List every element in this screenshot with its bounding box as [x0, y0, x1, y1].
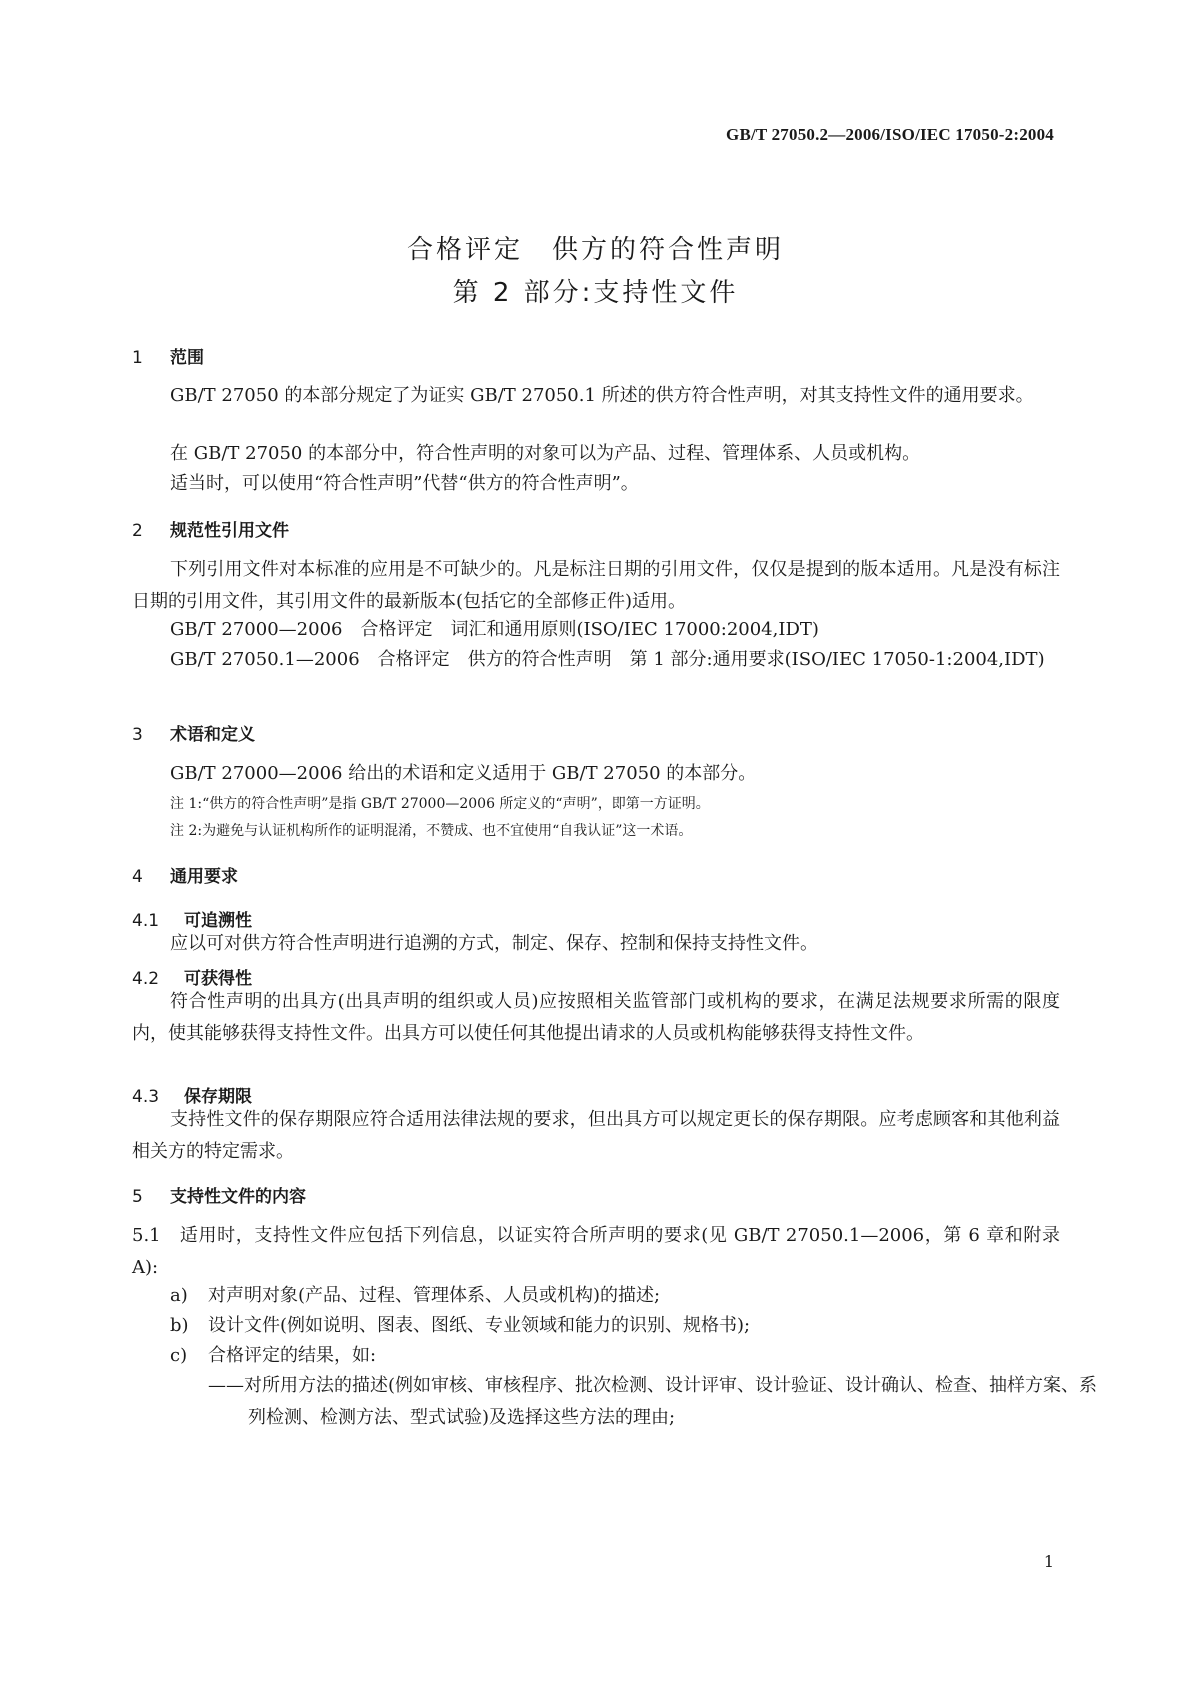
section-title: 可获得性: [184, 969, 252, 989]
reference-1: GB/T 27000—2006 合格评定 词汇和通用原则(ISO/IEC 17000:2004,IDT): [170, 619, 819, 640]
paragraph-5-1: 5.1 适用时，支持性文件应包括下列信息，以证实符合所声明的要求(见 GB/T 27050.1—2006，第 6 章和附录 A):: [132, 1225, 1060, 1278]
section-title: 范围: [170, 348, 204, 368]
note-1: 注 1:“供方的符合性声明”是指 GB/T 27000—2006 所定义的“声明”，即第一方证明。: [170, 796, 710, 812]
list-item-label: a): [170, 1285, 188, 1306]
section-title: 保存期限: [184, 1087, 252, 1107]
section-1-heading: [132, 343, 204, 368]
list-item-label: c): [170, 1345, 188, 1366]
list-item-text: 设计文件(例如说明、图表、图纸、专业领域和能力的识别、规格书);: [208, 1315, 751, 1336]
document-title-line2: 第 2 部分:支持性文件: [452, 278, 739, 308]
list-item: [170, 1340, 1060, 1372]
section-title: 可追溯性: [184, 911, 252, 931]
section-title: 术语和定义: [170, 725, 255, 745]
list-item-text: 合格评定的结果，如:: [208, 1345, 377, 1366]
paragraph: 符合性声明的出具方(出具声明的组织或人员)应按照相关监管部门或机构的要求，在满足法规要求所需的限度内，使其能够获得支持性文件。出具方可以使任何其他提出请求的人员或机构能够获得支持性文件。: [132, 991, 1060, 1044]
section-title: 规范性引用文件: [170, 521, 289, 541]
paragraph: 适当时，可以使用“符合性声明”代替“供方的符合性声明”。: [170, 473, 639, 494]
reference-2: GB/T 27050.1—2006 合格评定 供方的符合性声明 第 1 部分:通用要求(ISO/IEC 17050-1:2004,IDT): [170, 649, 1045, 670]
section-4-heading: [132, 862, 238, 887]
section-number: 4.2: [132, 969, 160, 989]
section-title: 支持性文件的内容: [170, 1187, 306, 1207]
list-item: [170, 1280, 1060, 1312]
list-item-text: 对声明对象(产品、过程、管理体系、人员或机构)的描述;: [208, 1285, 661, 1306]
section-3-heading: [132, 720, 255, 745]
note-2: 注 2:为避免与认证机构所作的证明混淆，不赞成、也不宜使用“自我认证”这一术语。: [170, 823, 693, 839]
section-number: 1: [132, 348, 143, 368]
paragraph: 在 GB/T 27050 的本部分中，符合性声明的对象可以为产品、过程、管理体系、人员或机构。: [170, 443, 921, 464]
page-number: 1: [1043, 1552, 1054, 1571]
section-number: 2: [132, 521, 143, 541]
section-number: 4.3: [132, 1087, 160, 1107]
section-2-heading: [132, 516, 289, 541]
paragraph: GB/T 27000—2006 给出的术语和定义适用于 GB/T 27050 的本部分。: [170, 763, 757, 784]
section-5-heading: [132, 1182, 306, 1207]
standard-number-header: GB/T 27050.2—2006/ISO/IEC 17050-2:2004: [726, 125, 1054, 144]
section-number: 5: [132, 1187, 143, 1207]
section-number: 3: [132, 725, 143, 745]
paragraph: 支持性文件的保存期限应符合适用法律法规的要求，但出具方可以规定更长的保存期限。应考虑顾客和其他利益相关方的特定需求。: [132, 1109, 1060, 1162]
list-item-label: b): [170, 1315, 189, 1336]
paragraph: GB/T 27050 的本部分规定了为证实 GB/T 27050.1 所述的供方符合性声明，对其支持性文件的通用要求。: [170, 385, 1034, 406]
paragraph: 下列引用文件对本标准的应用是不可缺少的。凡是标注日期的引用文件，仅仅是提到的版本适用。凡是没有标注日期的引用文件，其引用文件的最新版本(包括它的全部修正件)适用。: [132, 559, 1060, 612]
section-title: 通用要求: [170, 867, 238, 887]
section-number: 4: [132, 867, 143, 887]
section-number: 4.1: [132, 911, 160, 931]
paragraph: 应以可对供方符合性声明进行追溯的方式，制定、保存、控制和保持支持性文件。: [170, 933, 818, 954]
dash-item: ——对所用方法的描述(例如审核、审核程序、批次检测、设计评审、设计验证、设计确认、检查、抽样方案、系列检测、检测方法、型式试验)及选择这些方法的理由;: [208, 1375, 1098, 1428]
document-title-line1: 合格评定 供方的符合性声明: [406, 235, 784, 265]
list-item: [170, 1310, 1060, 1342]
